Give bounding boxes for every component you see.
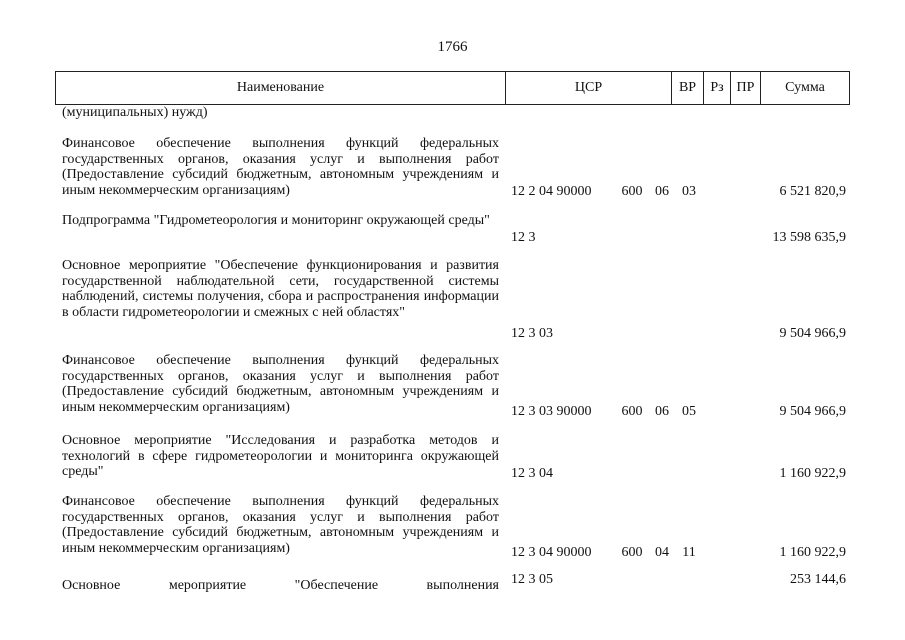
row-vr: 600 — [621, 545, 643, 560]
row-pr: 05 — [682, 404, 696, 419]
row-vr: 600 — [621, 404, 643, 419]
row-sum: 13 598 635,9 — [772, 230, 846, 245]
row-csr: 12 3 — [511, 230, 536, 245]
row-csr: 12 3 03 — [511, 326, 553, 341]
row-csr: 12 3 04 — [511, 466, 553, 481]
row-name: Основное мероприятие "Исследования и разработка методов и технологий в сфере гидрометеорологии и мониторинга окружающей среды" — [62, 433, 499, 479]
header-name: Наименование — [236, 80, 325, 95]
header-sum: Сумма — [760, 72, 849, 104]
row-name: Основное мероприятие "Обеспечение функционирования и развития государственной наблюдательной сети, государственной системы наблюдений, системы получения, сбора и распространения информации в области гидрометеорологии и смежных с ней областях" — [62, 258, 499, 320]
row-vr: 600 — [621, 184, 643, 199]
row-pr: 03 — [682, 184, 696, 199]
continuation-text: (муниципальных) нужд) — [62, 105, 208, 120]
row-rz: 06 — [655, 184, 669, 199]
row-rz: 04 — [655, 545, 669, 560]
row-sum: 9 504 966,9 — [779, 326, 846, 341]
row-pr: 11 — [682, 545, 696, 560]
row-name: Финансовое обеспечение выполнения функций федеральных государственных органов, оказания услуг и выполнения работ (Предоставление субсидий бюджетным, автономным учреждениям и иным некоммерческим организациям) — [62, 136, 499, 198]
row-sum: 1 160 922,9 — [779, 545, 846, 560]
header-pr: ПР — [730, 72, 760, 104]
header-csr: ЦСР — [505, 72, 671, 104]
last-row-csr: 12 3 05 — [511, 572, 553, 587]
row-csr: 12 2 04 90000 — [511, 184, 592, 199]
row-sum: 9 504 966,9 — [779, 404, 846, 419]
row-name: Финансовое обеспечение выполнения функций федеральных государственных органов, оказания услуг и выполнения работ (Предоставление субсидий бюджетным, автономным учреждениям и иным некоммерческим организациям) — [62, 494, 499, 556]
row-name: Финансовое обеспечение выполнения функций федеральных государственных органов, оказания услуг и выполнения работ (Предоставление субсидий бюджетным, автономным учреждениям и иным некоммерческим организациям) — [62, 353, 499, 415]
header-vr: ВР — [671, 72, 703, 104]
row-sum: 6 521 820,9 — [779, 184, 846, 199]
row-name: Подпрограмма "Гидрометеорология и мониторинг окружающей среды" — [62, 213, 490, 228]
page-number: 1766 — [437, 39, 468, 55]
row-csr: 12 3 03 90000 — [511, 404, 592, 419]
last-row-name: Основное мероприятие "Обеспечение выполнения — [62, 578, 499, 593]
row-sum: 1 160 922,9 — [779, 466, 846, 481]
header-rz: Рз — [703, 72, 730, 104]
last-row-sum: 253 144,6 — [790, 572, 846, 587]
row-csr: 12 3 04 90000 — [511, 545, 592, 560]
table-header — [55, 71, 850, 105]
row-rz: 06 — [655, 404, 669, 419]
